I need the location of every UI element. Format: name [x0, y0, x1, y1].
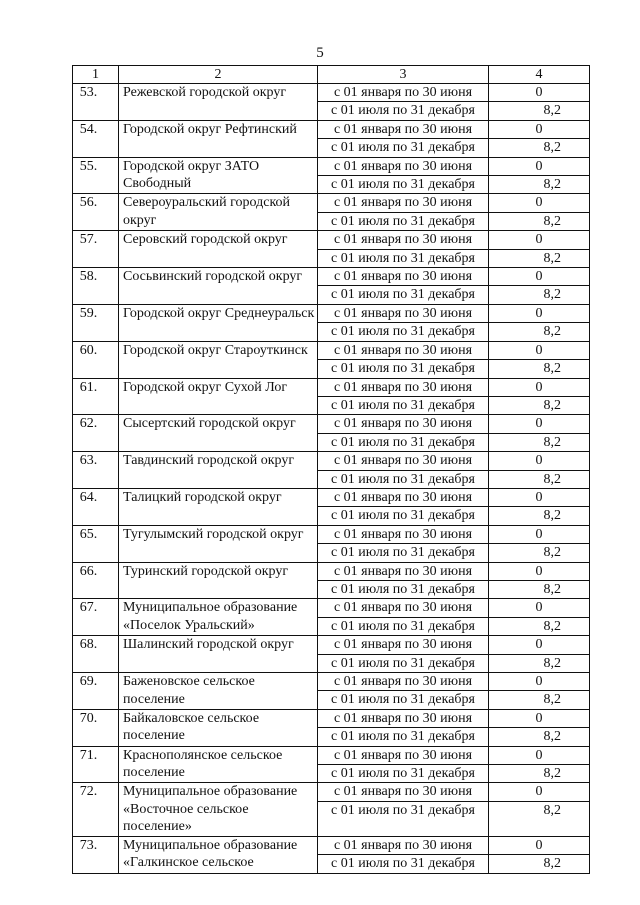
period-cell: с 01 января по 30 июня — [318, 378, 489, 396]
municipality-name: Североуральский городской округ — [119, 194, 318, 231]
rate-cell: 8,2 — [489, 507, 590, 525]
rate-cell: 8,2 — [489, 801, 590, 836]
table-row — [73, 268, 590, 286]
period-cell: с 01 июля по 31 декабря — [318, 728, 489, 746]
rate-cell: 8,2 — [489, 212, 590, 230]
rate-cell: 0 — [489, 836, 590, 854]
period-cell: с 01 января по 30 июня — [318, 194, 489, 212]
period-cell: с 01 января по 30 июня — [318, 231, 489, 249]
row-number: 54. — [73, 120, 119, 157]
period-cell: с 01 января по 30 июня — [318, 268, 489, 286]
period-cell: с 01 января по 30 июня — [318, 673, 489, 691]
period-cell: с 01 июля по 31 декабря — [318, 176, 489, 194]
row-number: 61. — [73, 378, 119, 415]
row-number: 58. — [73, 268, 119, 305]
municipality-name: Городской округ Среднеуральск — [119, 304, 318, 341]
rate-cell: 0 — [489, 231, 590, 249]
row-number: 60. — [73, 341, 119, 378]
row-number: 53. — [73, 84, 119, 121]
table-row — [73, 378, 590, 396]
table-row — [73, 709, 590, 727]
municipality-name: Тавдинский городской округ — [119, 452, 318, 489]
period-cell: с 01 июля по 31 декабря — [318, 544, 489, 562]
rate-cell: 0 — [489, 452, 590, 470]
municipality-name: Туринский городской округ — [119, 562, 318, 599]
rate-cell: 8,2 — [489, 360, 590, 378]
period-cell: с 01 июля по 31 декабря — [318, 323, 489, 341]
period-cell: с 01 июля по 31 декабря — [318, 765, 489, 783]
table-row — [73, 636, 590, 654]
table-row — [73, 157, 590, 175]
period-cell: с 01 января по 30 июня — [318, 452, 489, 470]
period-cell: с 01 января по 30 июня — [318, 709, 489, 727]
period-cell: с 01 июля по 31 декабря — [318, 249, 489, 267]
municipality-name: Режевской городской округ — [119, 84, 318, 121]
row-number: 63. — [73, 452, 119, 489]
rate-cell: 8,2 — [489, 654, 590, 672]
row-number: 73. — [73, 836, 119, 873]
rate-cell: 8,2 — [489, 691, 590, 709]
header-col-2: 2 — [119, 66, 318, 84]
period-cell: с 01 января по 30 июня — [318, 783, 489, 801]
municipality-name: Байкаловское сельское поселение — [119, 709, 318, 746]
header-col-1: 1 — [73, 66, 119, 84]
table-row — [73, 488, 590, 506]
rate-cell: 8,2 — [489, 176, 590, 194]
table-row — [73, 452, 590, 470]
row-number: 69. — [73, 673, 119, 710]
period-cell: с 01 июля по 31 декабря — [318, 102, 489, 120]
table-row — [73, 120, 590, 138]
row-number: 62. — [73, 415, 119, 452]
rate-cell: 0 — [489, 673, 590, 691]
municipality-name: Серовский городской округ — [119, 231, 318, 268]
rate-cell: 8,2 — [489, 765, 590, 783]
row-number: 56. — [73, 194, 119, 231]
rate-cell: 0 — [489, 746, 590, 764]
municipality-name: Сысертский городской округ — [119, 415, 318, 452]
row-number: 55. — [73, 157, 119, 194]
period-cell: с 01 июля по 31 декабря — [318, 212, 489, 230]
table-row — [73, 836, 590, 854]
municipality-name: Городской округ Рефтинский — [119, 120, 318, 157]
rate-cell: 8,2 — [489, 470, 590, 488]
municipality-name: Талицкий городской округ — [119, 488, 318, 525]
rate-cell: 8,2 — [489, 617, 590, 635]
period-cell: с 01 июля по 31 декабря — [318, 691, 489, 709]
rate-cell: 0 — [489, 599, 590, 617]
period-cell: с 01 июля по 31 декабря — [318, 801, 489, 836]
table-row — [73, 304, 590, 322]
period-cell: с 01 июля по 31 декабря — [318, 580, 489, 598]
period-cell: с 01 января по 30 июня — [318, 304, 489, 322]
municipality-name: Городской округ Староуткинск — [119, 341, 318, 378]
table-header-row — [73, 66, 590, 84]
row-number: 68. — [73, 636, 119, 673]
row-number: 70. — [73, 709, 119, 746]
period-cell: с 01 января по 30 июня — [318, 562, 489, 580]
row-number: 57. — [73, 231, 119, 268]
period-cell: с 01 января по 30 июня — [318, 120, 489, 138]
rate-cell: 0 — [489, 709, 590, 727]
table-row — [73, 673, 590, 691]
rate-cell: 8,2 — [489, 323, 590, 341]
period-cell: с 01 июля по 31 декабря — [318, 507, 489, 525]
rate-cell: 0 — [489, 488, 590, 506]
period-cell: с 01 июля по 31 декабря — [318, 433, 489, 451]
municipality-name: Шалинский городской округ — [119, 636, 318, 673]
period-cell: с 01 июля по 31 декабря — [318, 617, 489, 635]
header-col-4: 4 — [489, 66, 590, 84]
row-number: 67. — [73, 599, 119, 636]
rate-cell: 8,2 — [489, 249, 590, 267]
rate-cell: 0 — [489, 268, 590, 286]
rate-cell: 0 — [489, 415, 590, 433]
rate-cell: 8,2 — [489, 102, 590, 120]
rate-cell: 0 — [489, 525, 590, 543]
municipality-name: Муниципальное образование «Восточное сельское поселение» — [119, 783, 318, 837]
rate-cell: 0 — [489, 194, 590, 212]
period-cell: с 01 июля по 31 декабря — [318, 139, 489, 157]
rate-cell: 8,2 — [489, 580, 590, 598]
period-cell: с 01 июля по 31 декабря — [318, 855, 489, 873]
rate-cell: 8,2 — [489, 396, 590, 414]
municipality-name: Муниципальное образование «Галкинское сельское — [119, 836, 318, 873]
municipality-name: Тугулымский городской округ — [119, 525, 318, 562]
table-row — [73, 746, 590, 764]
period-cell: с 01 января по 30 июня — [318, 746, 489, 764]
table-row — [73, 415, 590, 433]
period-cell: с 01 января по 30 июня — [318, 488, 489, 506]
table-row — [73, 599, 590, 617]
row-number: 64. — [73, 488, 119, 525]
rate-cell: 8,2 — [489, 728, 590, 746]
rate-cell: 0 — [489, 636, 590, 654]
municipality-name: Краснополянское сельское поселение — [119, 746, 318, 783]
period-cell: с 01 января по 30 июня — [318, 415, 489, 433]
row-number: 71. — [73, 746, 119, 783]
rate-cell: 8,2 — [489, 433, 590, 451]
row-number: 72. — [73, 783, 119, 837]
rate-cell: 8,2 — [489, 544, 590, 562]
period-cell: с 01 января по 30 июня — [318, 599, 489, 617]
table-row — [73, 341, 590, 359]
table-row — [73, 194, 590, 212]
page-number: 5 — [316, 45, 324, 61]
rate-cell: 0 — [489, 157, 590, 175]
period-cell: с 01 июля по 31 декабря — [318, 396, 489, 414]
row-number: 59. — [73, 304, 119, 341]
rate-cell: 0 — [489, 120, 590, 138]
row-number: 65. — [73, 525, 119, 562]
rate-cell: 8,2 — [489, 139, 590, 157]
period-cell: с 01 января по 30 июня — [318, 636, 489, 654]
municipality-name: Сосьвинский городской округ — [119, 268, 318, 305]
rate-cell: 8,2 — [489, 286, 590, 304]
table-row — [73, 525, 590, 543]
table-row — [73, 84, 590, 102]
period-cell: с 01 июля по 31 декабря — [318, 360, 489, 378]
municipality-name: Городской округ Сухой Лог — [119, 378, 318, 415]
period-cell: с 01 июля по 31 декабря — [318, 654, 489, 672]
header-col-3: 3 — [318, 66, 489, 84]
table-row — [73, 783, 590, 801]
period-cell: с 01 января по 30 июня — [318, 836, 489, 854]
rate-cell: 0 — [489, 783, 590, 801]
row-number: 66. — [73, 562, 119, 599]
period-cell: с 01 января по 30 июня — [318, 341, 489, 359]
table-row — [73, 562, 590, 580]
rate-cell: 8,2 — [489, 855, 590, 873]
municipality-name: Баженовское сельское поселение — [119, 673, 318, 710]
period-cell: с 01 января по 30 июня — [318, 84, 489, 102]
municipality-name: Муниципальное образование «Поселок Уральский» — [119, 599, 318, 636]
period-cell: с 01 июля по 31 декабря — [318, 286, 489, 304]
rate-cell: 0 — [489, 562, 590, 580]
tariff-table — [72, 65, 590, 874]
period-cell: с 01 января по 30 июня — [318, 157, 489, 175]
rate-cell: 0 — [489, 84, 590, 102]
rate-cell: 0 — [489, 304, 590, 322]
table-row — [73, 231, 590, 249]
rate-cell: 0 — [489, 378, 590, 396]
rate-cell: 0 — [489, 341, 590, 359]
period-cell: с 01 июля по 31 декабря — [318, 470, 489, 488]
period-cell: с 01 января по 30 июня — [318, 525, 489, 543]
municipality-name: Городской округ ЗАТО Свободный — [119, 157, 318, 194]
